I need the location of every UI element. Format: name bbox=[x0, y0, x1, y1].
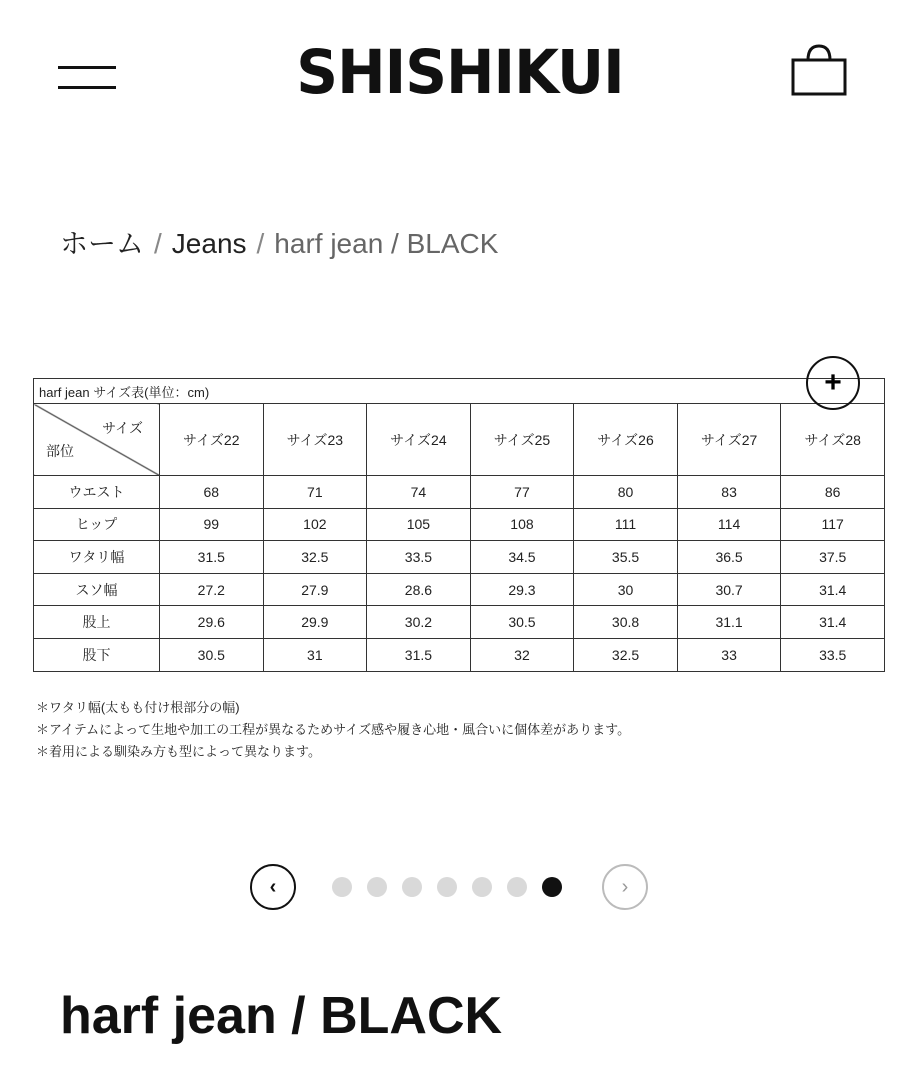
breadcrumb-home[interactable]: ホーム bbox=[60, 228, 145, 259]
size-column-header: サイズ24 bbox=[367, 404, 471, 476]
measurement-cell: 29.6 bbox=[160, 606, 264, 639]
product-title: harf jean / BLACK bbox=[60, 987, 503, 1045]
breadcrumb-current: harf jean / BLACK bbox=[274, 228, 499, 259]
measurement-cell: 31.5 bbox=[160, 541, 264, 574]
measurement-cell: 35.5 bbox=[574, 541, 678, 574]
table-row bbox=[34, 606, 885, 639]
note: ＊アイテムによって生地や加工の工程が異なるためサイズ感や履き心地・風合いに個体差があります。 bbox=[36, 722, 631, 737]
measurement-cell: 68 bbox=[160, 476, 264, 509]
measurement-cell: 83 bbox=[677, 476, 781, 509]
logo[interactable]: SHISHIKUI bbox=[296, 36, 624, 108]
measurement-cell: 27.9 bbox=[263, 573, 367, 606]
measurement-cell: 29.9 bbox=[263, 606, 367, 639]
measurement-cell: 74 bbox=[367, 476, 471, 509]
measurement-cell: 30.2 bbox=[367, 606, 471, 639]
shopping-bag-icon bbox=[790, 42, 848, 98]
size-column-header: サイズ25 bbox=[470, 404, 574, 476]
slide-dot[interactable] bbox=[402, 877, 422, 897]
measurement-cell: 30.8 bbox=[574, 606, 678, 639]
row-label: スソ幅 bbox=[34, 573, 160, 606]
table-row bbox=[34, 476, 885, 509]
measurement-cell: 31.4 bbox=[781, 573, 885, 606]
measurement-cell: 86 bbox=[781, 476, 885, 509]
corner-size-label: サイズ bbox=[102, 420, 143, 436]
size-table-title: harf jean サイズ表(単位：cm) bbox=[34, 379, 885, 404]
slide-dot[interactable] bbox=[542, 877, 562, 897]
measurement-cell: 31.4 bbox=[781, 606, 885, 639]
measurement-cell: 108 bbox=[470, 508, 574, 541]
size-column-header: サイズ23 bbox=[263, 404, 367, 476]
slide-dots bbox=[332, 877, 562, 897]
size-table bbox=[33, 378, 885, 672]
breadcrumb-jeans[interactable]: Jeans bbox=[171, 228, 247, 259]
measurement-cell: 28.6 bbox=[367, 573, 471, 606]
measurement-cell: 30.5 bbox=[470, 606, 574, 639]
slide-dot[interactable] bbox=[367, 877, 387, 897]
measurement-cell: 36.5 bbox=[677, 541, 781, 574]
measurement-cell: 37.5 bbox=[781, 541, 885, 574]
row-label: 股上 bbox=[34, 606, 160, 639]
row-label: 股下 bbox=[34, 638, 160, 671]
zoom-in-button[interactable]: + bbox=[806, 356, 860, 410]
size-notes bbox=[36, 697, 630, 763]
slide-dot[interactable] bbox=[332, 877, 352, 897]
corner-part-label: 部位 bbox=[46, 443, 74, 459]
measurement-cell: 114 bbox=[677, 508, 781, 541]
table-row bbox=[34, 573, 885, 606]
measurement-cell: 33.5 bbox=[781, 638, 885, 671]
note: ＊着用による馴染み方も型によって異なります。 bbox=[36, 744, 321, 759]
measurement-cell: 32.5 bbox=[263, 541, 367, 574]
measurement-cell: 33.5 bbox=[367, 541, 471, 574]
measurement-cell: 30.5 bbox=[160, 638, 264, 671]
size-column-header: サイズ22 bbox=[160, 404, 264, 476]
cart-button[interactable] bbox=[790, 42, 848, 98]
measurement-cell: 33 bbox=[677, 638, 781, 671]
size-column-header: サイズ26 bbox=[574, 404, 678, 476]
measurement-cell: 99 bbox=[160, 508, 264, 541]
measurement-cell: 31.5 bbox=[367, 638, 471, 671]
measurement-cell: 77 bbox=[470, 476, 574, 509]
measurement-cell: 29.3 bbox=[470, 573, 574, 606]
size-chart-image[interactable] bbox=[33, 378, 885, 672]
next-slide-button[interactable]: › bbox=[602, 864, 648, 910]
measurement-cell: 32.5 bbox=[574, 638, 678, 671]
measurement-cell: 31 bbox=[263, 638, 367, 671]
prev-slide-button[interactable]: ‹ bbox=[250, 864, 296, 910]
table-row bbox=[34, 638, 885, 671]
measurement-cell: 32 bbox=[470, 638, 574, 671]
table-row bbox=[34, 508, 885, 541]
measurement-cell: 27.2 bbox=[160, 573, 264, 606]
measurement-cell: 31.1 bbox=[677, 606, 781, 639]
row-label: ウエスト bbox=[34, 476, 160, 509]
measurement-cell: 111 bbox=[574, 508, 678, 541]
breadcrumb-separator: / bbox=[154, 228, 162, 259]
breadcrumb-separator: / bbox=[256, 228, 265, 259]
measurement-cell: 30.7 bbox=[677, 573, 781, 606]
measurement-cell: 30 bbox=[574, 573, 678, 606]
measurement-cell: 102 bbox=[263, 508, 367, 541]
slide-dot[interactable] bbox=[507, 877, 527, 897]
size-column-header: サイズ28 bbox=[781, 404, 885, 476]
measurement-cell: 80 bbox=[574, 476, 678, 509]
slide-dot[interactable] bbox=[472, 877, 492, 897]
measurement-cell: 71 bbox=[263, 476, 367, 509]
table-row bbox=[34, 541, 885, 574]
breadcrumb bbox=[60, 222, 498, 262]
row-label: ヒップ bbox=[34, 508, 160, 541]
row-label: ワタリ幅 bbox=[34, 541, 160, 574]
size-column-header: サイズ27 bbox=[677, 404, 781, 476]
note: ＊ワタリ幅(太もも付け根部分の幅) bbox=[36, 700, 240, 715]
measurement-cell: 105 bbox=[367, 508, 471, 541]
corner-cell bbox=[34, 404, 160, 476]
measurement-cell: 117 bbox=[781, 508, 885, 541]
slide-dot[interactable] bbox=[437, 877, 457, 897]
measurement-cell: 34.5 bbox=[470, 541, 574, 574]
